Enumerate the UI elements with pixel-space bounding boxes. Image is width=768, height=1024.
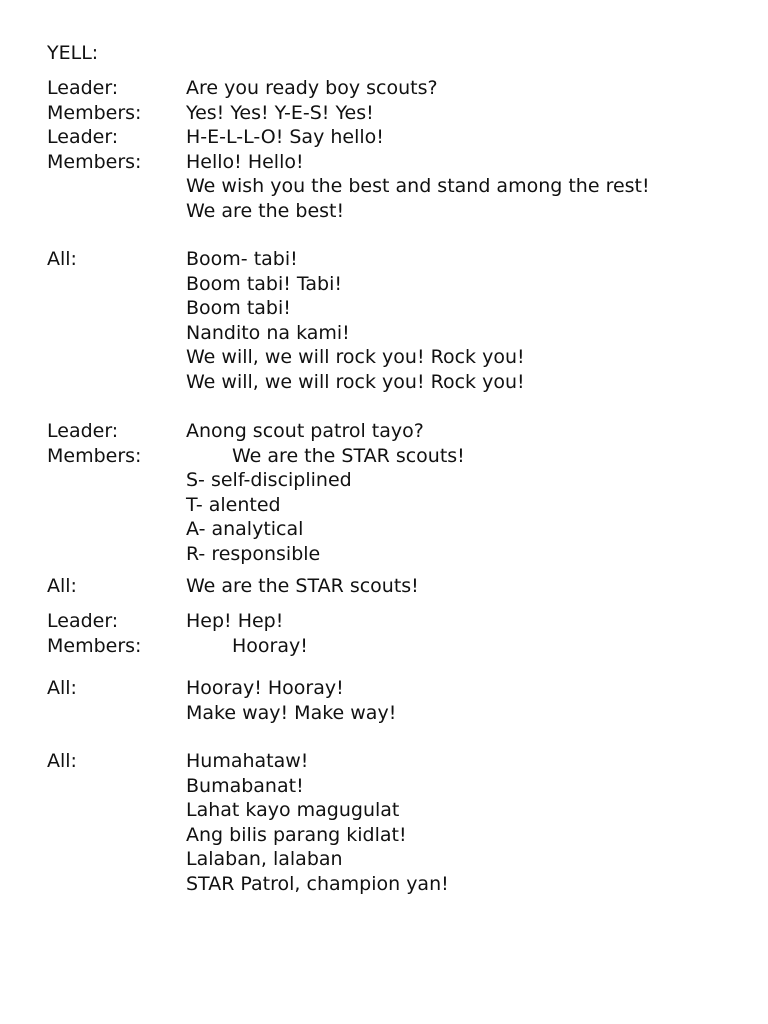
yell-text: S- self-disciplined xyxy=(186,469,352,491)
yell-text: Ang bilis parang kidlat! xyxy=(186,823,407,846)
yell-line xyxy=(0,517,768,542)
yell-text: Anong scout patrol tayo? xyxy=(186,420,424,442)
yell-line xyxy=(0,199,768,224)
yell-text: R- responsible xyxy=(186,542,321,565)
yell-text: T- alented xyxy=(186,493,281,516)
yell-line xyxy=(0,749,768,774)
yell-text: Are you ready boy scouts? xyxy=(186,77,438,99)
yell-section-all-star xyxy=(0,574,768,599)
yell-line xyxy=(0,468,768,493)
yell-line xyxy=(0,823,768,848)
speaker-label: Members: xyxy=(47,444,142,467)
yell-line xyxy=(0,847,768,872)
yell-line xyxy=(0,798,768,823)
yell-line xyxy=(0,634,768,659)
speaker-label: Leader: xyxy=(47,126,119,148)
yell-line xyxy=(0,419,768,444)
yell-line xyxy=(0,370,768,395)
yell-text: We are the STAR scouts! xyxy=(186,575,419,597)
yell-text: Humahataw! xyxy=(186,750,309,772)
speaker-label: Members: xyxy=(47,101,142,124)
speaker-label: Members: xyxy=(47,634,142,657)
yell-line xyxy=(0,609,768,634)
yell-text: Nandito na kami! xyxy=(186,321,350,344)
yell-text: We will, we will rock you! Rock you! xyxy=(186,346,525,368)
speaker-label: Leader: xyxy=(47,420,119,442)
yell-line xyxy=(0,676,768,701)
yell-text: Boom- tabi! xyxy=(186,248,298,270)
yell-line xyxy=(0,247,768,272)
yell-line xyxy=(0,542,768,567)
yell-text: Lahat kayo magugulat xyxy=(186,799,400,821)
yell-text: We are the best! xyxy=(186,199,345,222)
yell-section-call-and-response xyxy=(0,76,768,223)
yell-line xyxy=(0,444,768,469)
speaker-label: All: xyxy=(47,575,77,597)
page-title: YELL: xyxy=(47,42,99,64)
yell-line xyxy=(0,296,768,321)
yell-text: Hello! Hello! xyxy=(186,150,304,173)
yell-line xyxy=(0,174,768,199)
yell-text: Bumabanat! xyxy=(186,774,304,797)
yell-line xyxy=(0,150,768,175)
speaker-label: Leader: xyxy=(47,610,119,632)
yell-text: We will, we will rock you! Rock you! xyxy=(186,370,525,393)
yell-text: Hep! Hep! xyxy=(186,610,284,632)
yell-text: Boom tabi! Tabi! xyxy=(186,272,342,295)
yell-line xyxy=(0,701,768,726)
yell-text: We wish you the best and stand among the rest! xyxy=(186,175,650,197)
yell-text: A- analytical xyxy=(186,518,304,540)
speaker-label: Members: xyxy=(47,150,142,173)
yell-section-champion xyxy=(0,749,768,896)
speaker-label: All: xyxy=(47,750,77,772)
yell-line xyxy=(0,493,768,518)
yell-text: Lalaban, lalaban xyxy=(186,848,343,870)
yell-text: STAR Patrol, champion yan! xyxy=(186,872,449,895)
yell-text: Hooray! Hooray! xyxy=(186,677,344,699)
speaker-label: Leader: xyxy=(47,77,119,99)
yell-section-hooray xyxy=(0,676,768,725)
yell-section-star-scouts xyxy=(0,419,768,566)
yell-line xyxy=(0,774,768,799)
yell-text: Boom tabi! xyxy=(186,297,291,319)
yell-line xyxy=(0,272,768,297)
yell-line xyxy=(0,345,768,370)
yell-line xyxy=(0,321,768,346)
yell-line xyxy=(0,125,768,150)
yell-line xyxy=(0,574,768,599)
yell-text: We are the STAR scouts! xyxy=(232,444,465,467)
speaker-label: All: xyxy=(47,677,77,699)
yell-line xyxy=(0,101,768,126)
yell-text: Yes! Yes! Y-E-S! Yes! xyxy=(186,101,374,124)
yell-line xyxy=(0,872,768,897)
yell-section-hep-hep xyxy=(0,609,768,658)
yell-text: Make way! Make way! xyxy=(186,701,397,724)
yell-section-boom-tabi xyxy=(0,247,768,394)
speaker-label: All: xyxy=(47,248,77,270)
yell-text: Hooray! xyxy=(232,634,308,657)
yell-text: H-E-L-L-O! Say hello! xyxy=(186,126,384,148)
yell-line xyxy=(0,76,768,101)
